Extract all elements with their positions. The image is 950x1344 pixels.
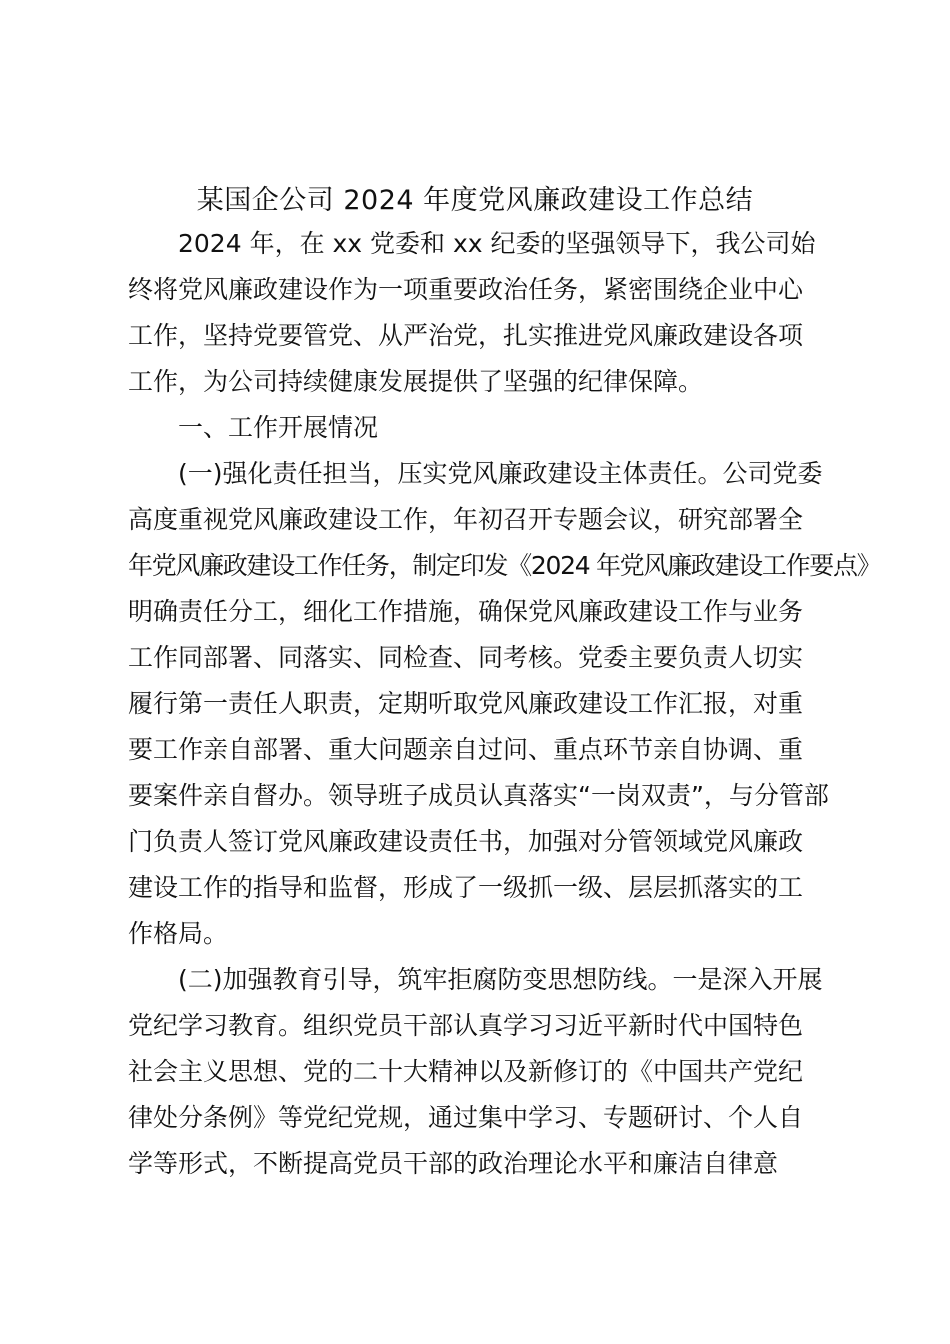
- body-line: 终将党风廉政建设作为一项重要政治任务，紧密围绕企业中心: [128, 275, 804, 304]
- body-line: 高度重视党风廉政建设工作，年初召开专题会议，研究部署全: [128, 505, 804, 534]
- body-line: (一)强化责任担当，压实党风廉政建设主体责任。公司党委: [178, 459, 823, 488]
- body-line: 明确责任分工，细化工作措施，确保党风廉政建设工作与业务: [128, 597, 804, 626]
- body-line: 作格局。: [128, 919, 229, 948]
- body-line: 学等形式，不断提高党员干部的政治理论水平和廉洁自律意: [128, 1149, 779, 1178]
- body-line: (二)加强教育引导，筑牢拒腐防变思想防线。一是深入开展: [178, 965, 823, 994]
- body-line: 律处分条例》等党纪党规，通过集中学习、专题研讨、个人自: [128, 1103, 804, 1132]
- body-line: 年党风廉政建设工作任务，制定印发《2024 年党风廉政建设工作要点》: [128, 551, 881, 580]
- body-line: 要案件亲自督办。领导班子成员认真落实“一岗双责”，与分管部: [128, 781, 829, 810]
- body-line: 要工作亲自部署、重大问题亲自过问、重点环节亲自协调、重: [128, 735, 804, 764]
- body-line: 社会主义思想、党的二十大精神以及新修订的《中国共产党纪: [128, 1057, 804, 1086]
- body-line: 履行第一责任人职责，定期听取党风廉政建设工作汇报，对重: [128, 689, 804, 718]
- body-line: 门负责人签订党风廉政建设责任书，加强对分管领域党风廉政: [128, 827, 804, 856]
- body-line: 2024 年，在 xx 党委和 xx 纪委的坚强领导下，我公司始: [178, 229, 816, 258]
- section-heading: 一、工作开展情况: [178, 413, 379, 442]
- body-line: 党纪学习教育。组织党员干部认真学习习近平新时代中国特色: [128, 1011, 804, 1040]
- body-line: 建设工作的指导和监督，形成了一级抓一级、层层抓落实的工: [128, 873, 804, 902]
- document-title: 某国企公司 2024 年度党风廉政建设工作总结: [196, 185, 754, 216]
- body-line: 工作，坚持党要管党、从严治党，扎实推进党风廉政建设各项: [128, 321, 804, 350]
- body-line: 工作同部署、同落实、同检查、同考核。党委主要负责人切实: [128, 643, 804, 672]
- body-line: 工作，为公司持续健康发展提供了坚强的纪律保障。: [128, 367, 704, 396]
